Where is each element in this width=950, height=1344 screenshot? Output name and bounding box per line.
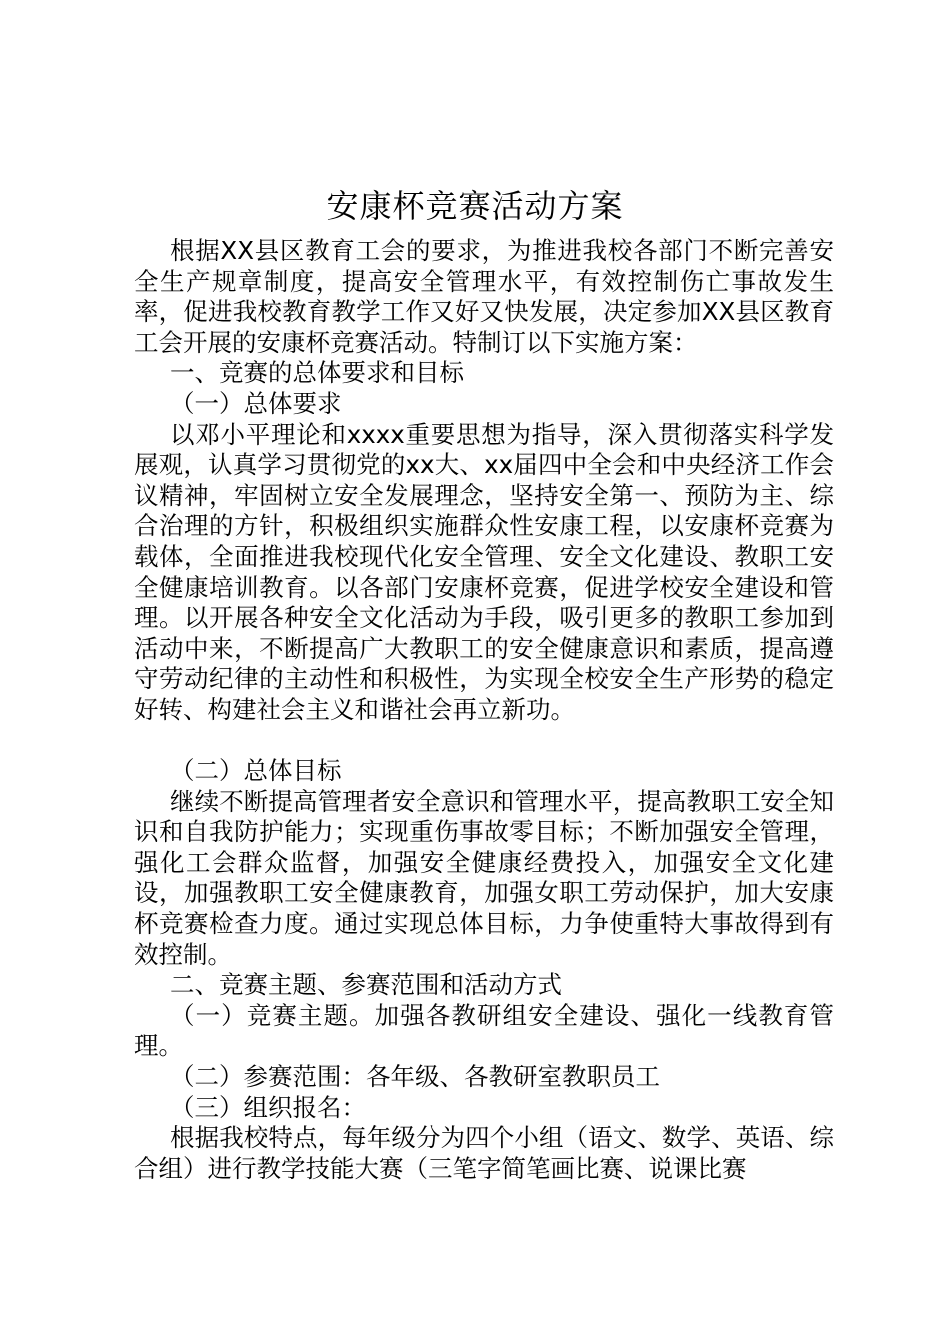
item3-paragraph: 根据我校特点，每年级分为四个小组（语文、数学、英语、综合组）进行教学技能大赛（三笔字简笔画比赛、说课比赛 xyxy=(134,1123,834,1183)
document-body xyxy=(134,236,834,1184)
section2-heading: 二、竞赛主题、参赛范围和活动方式 xyxy=(170,970,562,1000)
sub1-paragraph: 以邓小平理论和xxxx重要思想为指导，深入贯彻落实科学发展观，认真学习贯彻党的xx大、xx届四中全会和中央经济工作会议精神，牢固树立安全发展理念，坚持安全第一、预防为主、综合治理的方针，积极组织实施群众性安康工程，以安康杯竞赛为载体，全面推进我校现代化安全管理、安全文化建设、教职工安全健康培训教育。以各部门安康杯竞赛，促进学校安全建设和管理。以开展各种安全文化活动为手段，吸引更多的教职工参加到活动中来，不断提高广大教职工的安全健康意识和素质，提高遵守劳动纪律的主动性和积极性，为实现全校安全生产形势的稳定好转、构建社会主义和谐社会再立新功。 xyxy=(134,419,834,724)
intro-paragraph: 根据XX县区教育工会的要求，为推进我校各部门不断完善安全生产规章制度，提高安全管理水平，有效控制伤亡事故发生率，促进我校教育教学工作又好又快发展，决定参加XX县区教育工会开展的安康杯竞赛活动。特制订以下实施方案： xyxy=(134,236,834,357)
sub2-paragraph: 继续不断提高管理者安全意识和管理水平，提高教职工安全知识和自我防护能力；实现重伤事故零目标；不断加强安全管理，强化工会群众监督，加强安全健康经费投入，加强安全文化建设，加强教职工安全健康教育，加强女职工劳动保护，加大安康杯竞赛检查力度。通过实现总体目标，力争使重特大事故得到有效控制。 xyxy=(134,786,834,969)
sub1-heading: （一）总体要求 xyxy=(170,388,342,418)
document-title: 安康杯竞赛活动方案 xyxy=(326,187,624,225)
item1-paragraph: （一）竞赛主题。加强各教研组安全建设、强化一线教育管理。 xyxy=(134,1000,834,1061)
item2-paragraph: （二）参赛范围：各年级、各教研室教职员工 xyxy=(170,1062,660,1092)
item3-heading: （三）组织报名： xyxy=(170,1092,366,1122)
paragraph-gap xyxy=(134,726,834,757)
section1-heading: 一、竞赛的总体要求和目标 xyxy=(170,358,464,388)
sub2-heading: （二）总体目标 xyxy=(170,756,342,786)
